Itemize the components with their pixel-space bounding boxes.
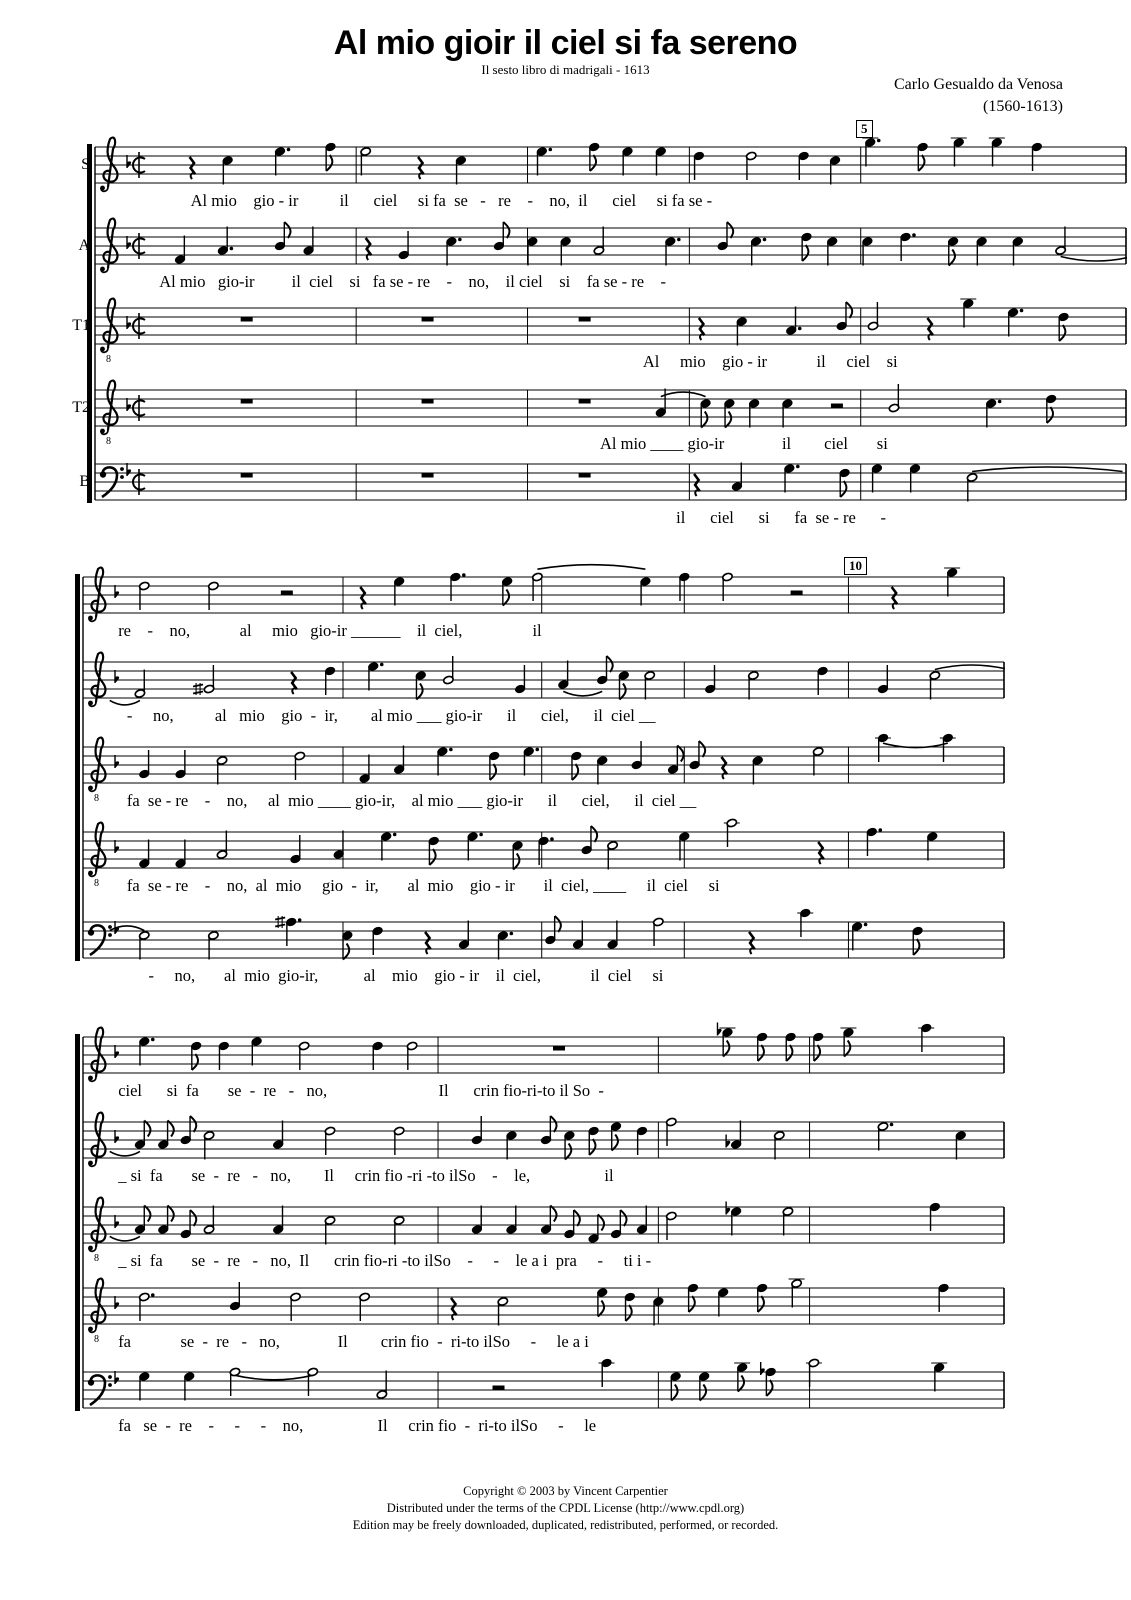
svg-text:8: 8 — [94, 1334, 99, 1345]
lyrics-line-S: re - no, al mio gio-ir ______ il ciel, il — [118, 621, 542, 640]
measure-marker: 5 — [856, 120, 873, 138]
lyrics-line-B: fa se - re - - - no, Il crin fio - ri-to ilSo - le — [118, 1416, 597, 1435]
voice-label-T1: T1 — [72, 317, 90, 334]
measure-marker: 10 — [844, 557, 867, 575]
composer-name: Carlo Gesualdo da Venosa — [894, 76, 1063, 93]
voice-label-S: S — [81, 156, 90, 173]
staff-B — [95, 463, 1126, 502]
lyrics-line-T2: Al mio ____ gio-ir il ciel si — [600, 434, 888, 453]
system-3 — [71, 1005, 1005, 1448]
svg-text:8: 8 — [94, 793, 99, 804]
lyrics-line-T1: Al mio gio - ir il ciel si — [642, 352, 898, 371]
voice-label-A: A — [78, 237, 90, 254]
lyrics-line-A: - no, al mio gio - ir, al mio ___ gio-ir il ciel, il ciel __ — [126, 706, 656, 725]
footer-line: Edition may be freely downloaded, duplicated, redistributed, performed, or recorded. — [352, 1517, 779, 1532]
svg-text:8: 8 — [106, 354, 111, 365]
page-title: Al mio gioir il ciel si fa sereno — [333, 24, 798, 62]
lyrics-line-T2: fa se - re - no, Il crin fio - ri-to ilSo - le a i — [118, 1332, 589, 1351]
composer-block — [894, 74, 1063, 117]
lyrics-line-B: il ciel si fa se - re - — [676, 508, 887, 527]
staff-A — [95, 219, 1127, 273]
staff-S — [95, 138, 1126, 192]
staff-A — [83, 653, 1005, 707]
lyrics-line-T1: _ si fa se - re - no, Il crin fio-ri -to ilSo - - le a i pra - ti i - — [118, 1251, 652, 1270]
lyrics-line-T2: fa se - re - no, al mio gio - ir, al mio gio - ir il ciel, ____ il ciel si — [126, 876, 720, 895]
lyrics-line-A: _ si fa se - re - no, Il crin fio -ri -to ilSo - le, il — [118, 1166, 614, 1185]
staff-A — [83, 1113, 1004, 1167]
voice-label-T2: T2 — [72, 399, 90, 416]
lyrics-line-T1: fa se - re - no, al mio ____ gio-ir, al mio ___ gio-ir il ciel, il ciel __ — [126, 791, 697, 810]
footer-line: Copyright © 2003 by Vincent Carpentier — [463, 1484, 668, 1498]
system-1 — [83, 115, 1127, 540]
lyrics-line-A: Al mio gio-ir il ciel si fa se - re - no, il ciel si fa se - re - — [159, 272, 667, 291]
system-2 — [71, 545, 1005, 998]
composer-dates: (1560-1613) — [983, 97, 1063, 115]
footer — [0, 1483, 1131, 1534]
staff-S — [83, 1023, 1004, 1082]
lyrics-line-B: - no, al mio gio-ir, al mio gio - ir il ciel, il ciel si — [148, 966, 664, 985]
staff-B — [83, 908, 1004, 959]
staff-S — [83, 565, 1004, 622]
lyrics-line-S: ciel si fa se - re - no, Il crin fio-ri-to il So - — [118, 1081, 604, 1100]
voice-label-B: B — [79, 473, 90, 490]
svg-text:8: 8 — [94, 1253, 99, 1264]
lyrics-line-S: Al mio gio - ir il ciel si fa se - re - no, il ciel si fa se - — [190, 191, 713, 210]
staff-B — [83, 1358, 1004, 1408]
staff-T1 — [95, 299, 1126, 365]
page-subtitle: Il sesto libro di madrigali - 1613 — [481, 62, 650, 77]
svg-text:8: 8 — [106, 436, 111, 447]
footer-line: Distributed under the terms of the CPDL License (http://www.cpdl.org) — [386, 1500, 745, 1515]
svg-text:8: 8 — [94, 878, 99, 889]
